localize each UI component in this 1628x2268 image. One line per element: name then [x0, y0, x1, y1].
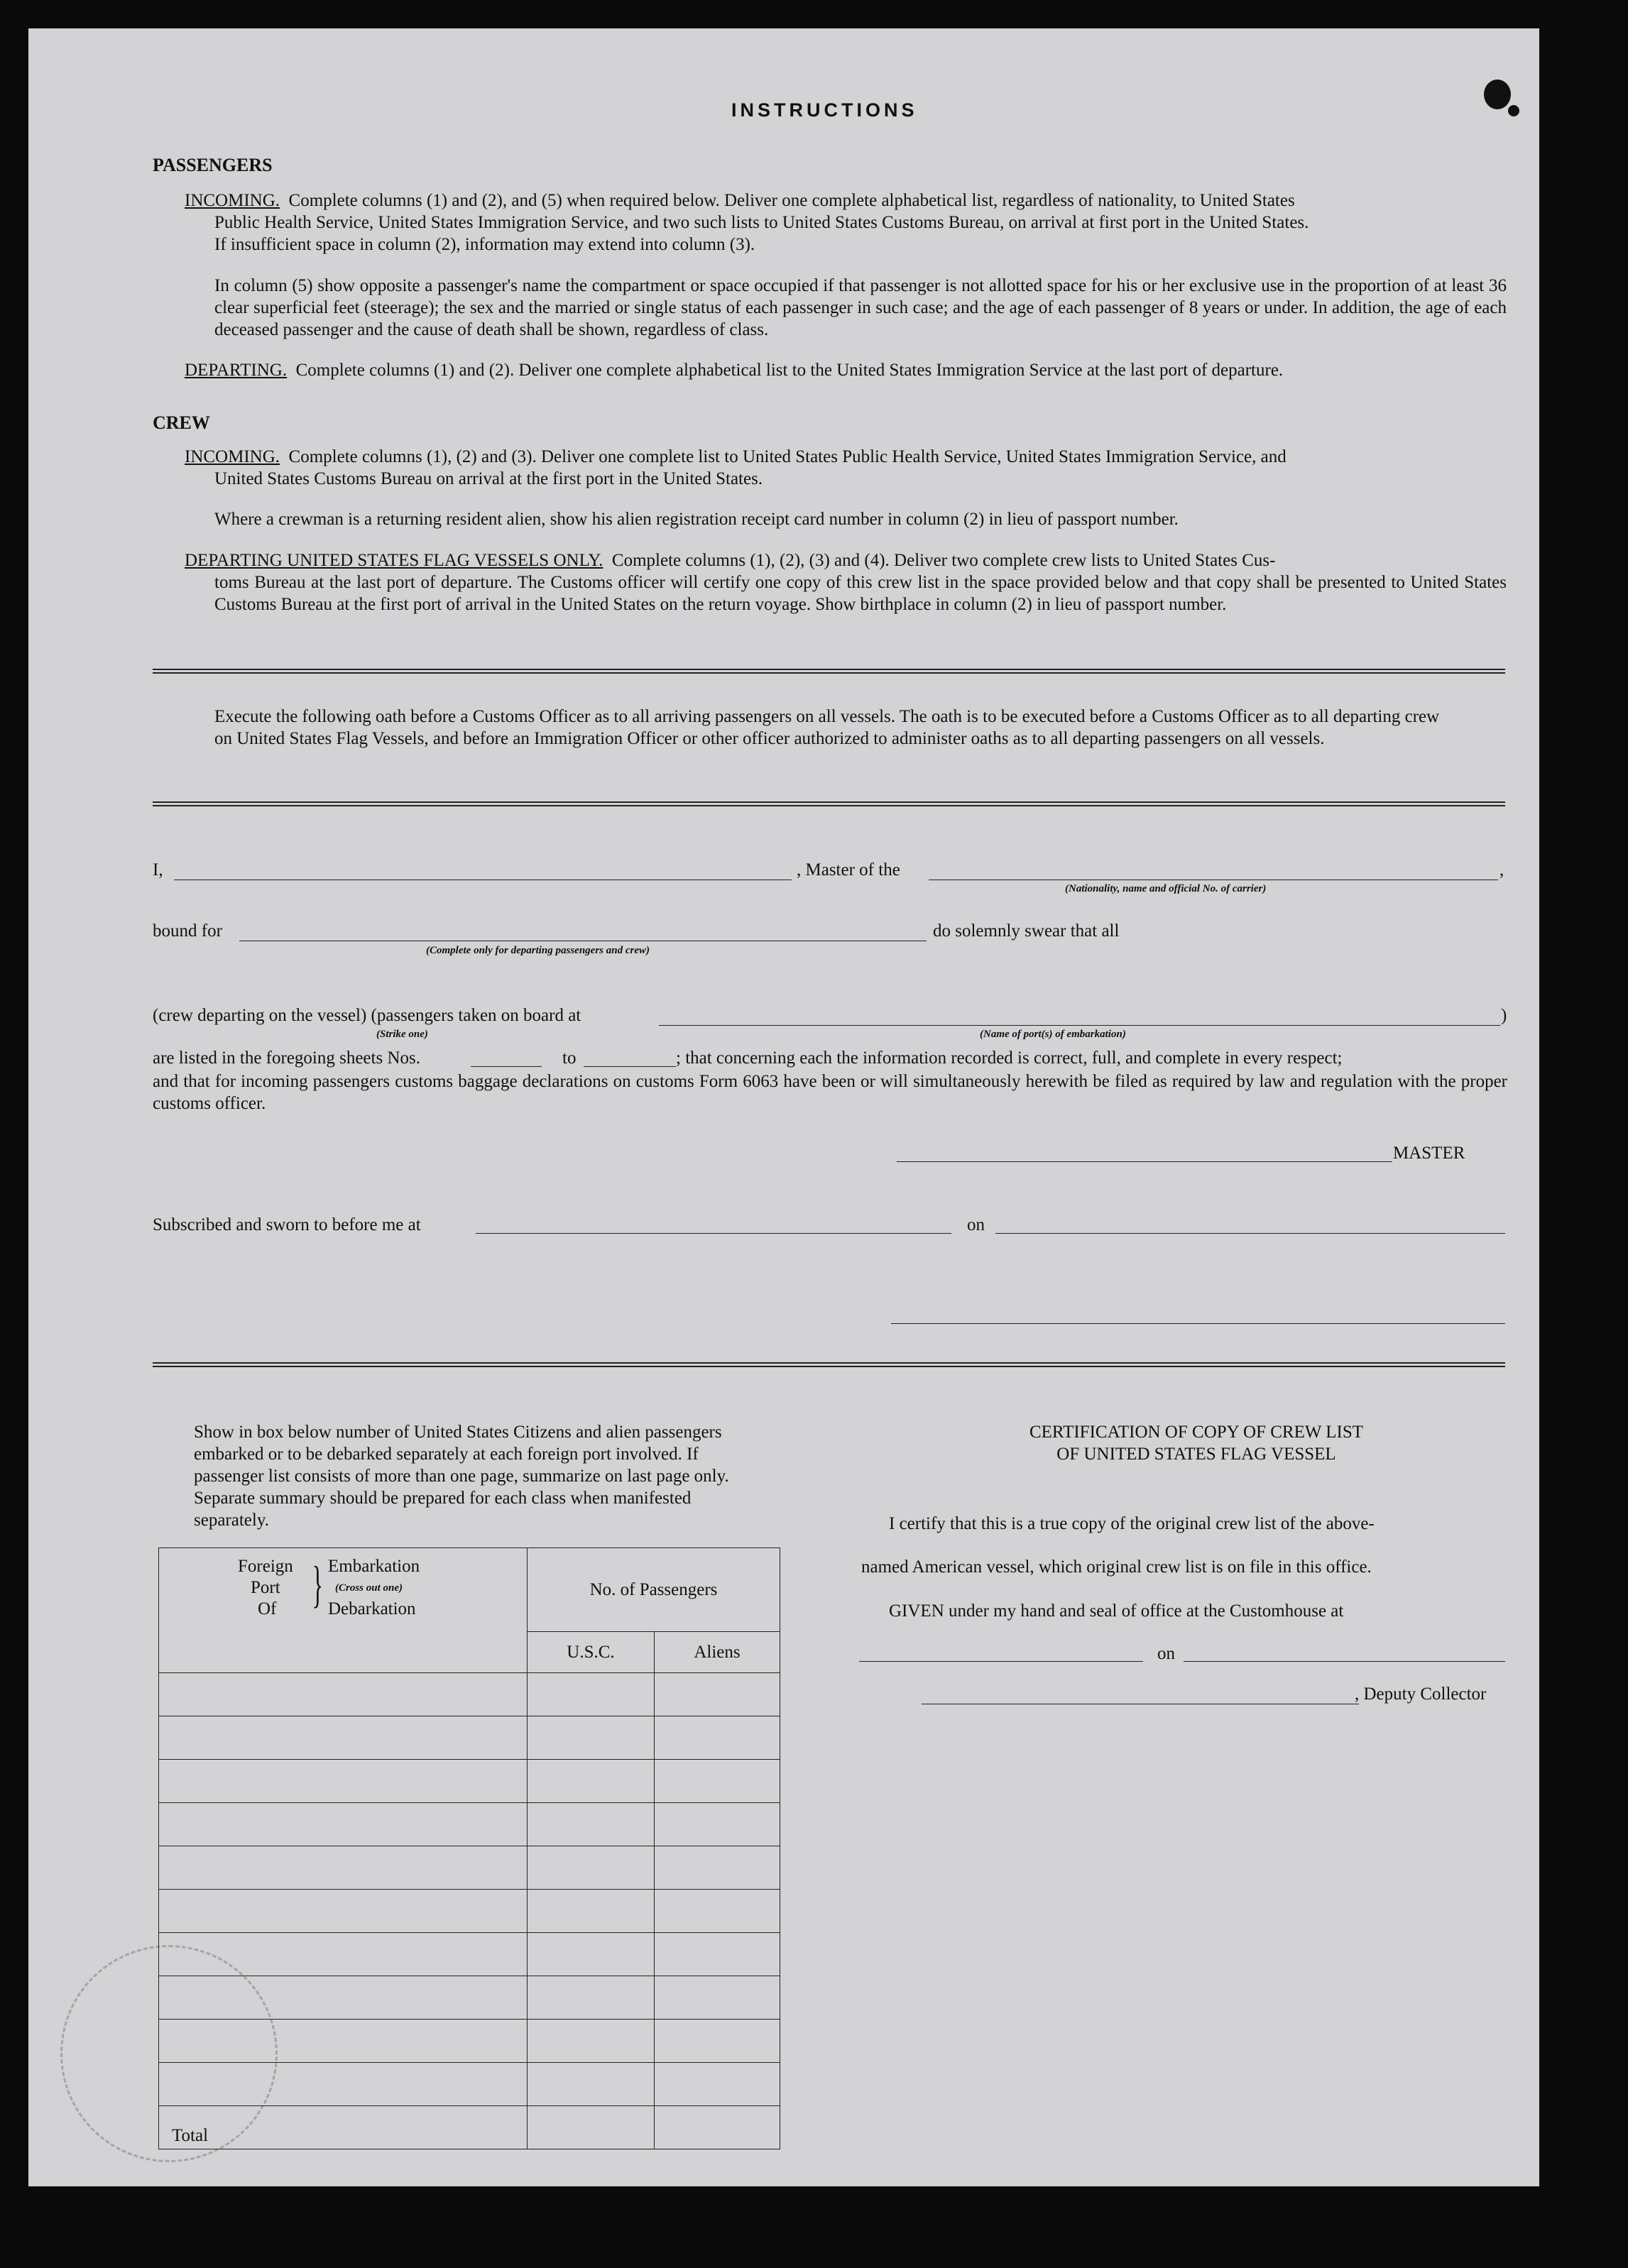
deputy-collector-label: , Deputy Collector: [1355, 1684, 1487, 1704]
crew-resident-alien-text: Where a crewman is a returning resident alien, show his alien registration receipt card number in column (2) in lieu of passport number.: [214, 510, 1179, 529]
aliens-header: Aliens: [655, 1632, 780, 1673]
section-divider: [153, 669, 1505, 674]
aliens-cell[interactable]: [655, 1716, 780, 1760]
aliens-cell[interactable]: [655, 2020, 780, 2063]
col-port: Port: [251, 1578, 280, 1597]
ports-hint: (Name of port(s) of embarkation): [980, 1029, 1126, 1040]
aliens-cell[interactable]: [655, 1760, 780, 1803]
oath-statement-2: and that for incoming passengers customs baggage declarations on customs Form 6063 have been or will simultaneously herewith be filed as required by law and regulation with the proper customs officer.: [153, 1072, 1507, 1113]
usc-cell[interactable]: [528, 1933, 655, 1976]
port-cell[interactable]: [159, 1933, 528, 1976]
aliens-cell[interactable]: [655, 1673, 780, 1716]
subscribed-label: Subscribed and sworn to before me at: [153, 1215, 421, 1234]
sheet-to-field[interactable]: [584, 1066, 676, 1067]
col-debarkation: Debarkation: [328, 1599, 416, 1618]
crew-incoming-text-1: Complete columns (1), (2) and (3). Deliver one complete list to United States Public Health Service, United States Immigration Service, and: [288, 447, 1286, 466]
aliens-cell[interactable]: [655, 2063, 780, 2106]
aliens-cell[interactable]: [655, 1846, 780, 1890]
oath-i-label: I,: [153, 860, 163, 880]
oath-instruction: Execute the following oath before a Customs Officer as to all arriving passengers on all vessels. The oath is to be executed before a Customs Officer as to all departing crew on United States Flag Vessels, and before an Immigration Officer or other officer authorized to administer oaths as to all departing passengers on all vessels.: [214, 707, 1440, 748]
crew-incoming-line-1: [185, 446, 1507, 468]
ink-smudge: [1508, 105, 1519, 116]
certification-title-1: CERTIFICATION OF COPY OF CREW LIST: [1029, 1423, 1364, 1442]
port-header-cell: [159, 1548, 528, 1673]
passengers-incoming-text-1: Complete columns (1) and (2), and (5) when required below. Deliver one complete alphabetical list, regardless of nationality, to United States: [288, 191, 1295, 210]
officer-signature-field[interactable]: [891, 1323, 1505, 1324]
usc-header: U.S.C.: [528, 1632, 655, 1673]
passengers-column5-text: In column (5) show opposite a passenger's name the compartment or space occupied if that passenger is not allotted space for his or her exclusive use in the proportion of at least 36 clear superficial feet (steerage); the sex and the married or single status of each passenger in such case; and the age of each passenger of 8 years or under. In addition, the age of each deceased passenger and the cause of death shall be shown, regardless of class.: [214, 276, 1507, 339]
usc-cell[interactable]: [528, 1846, 655, 1890]
strike-one-hint: (Strike one): [376, 1029, 428, 1040]
ports-summary-table: [158, 1547, 780, 2149]
port-cell[interactable]: [159, 1803, 528, 1846]
crew-incoming-text-2: United States Customs Bureau on arrival at the first port in the United States.: [214, 469, 763, 488]
aliens-cell[interactable]: [655, 1933, 780, 1976]
certification-text-2: named American vessel, which original crew list is on file in this office.: [861, 1557, 1372, 1577]
passengers-departing: [185, 359, 1507, 381]
crew-departing-line-1: [185, 549, 1507, 571]
customhouse-place-field[interactable]: [859, 1661, 1143, 1662]
summary-instruction: Show in box below number of United States Citizens and alien passengers embarked or to be debarked separately at each foreign port involved. If passenger list consists of more than one page, summarize on last page only. Separate summary should be prepared for each class when manifested separately.: [194, 1423, 729, 1530]
col-embarkation: Embarkation: [328, 1557, 420, 1576]
aliens-cell[interactable]: [655, 1803, 780, 1846]
crew-departing-text-1: Complete columns (1), (2), (3) and (4). Deliver two complete crew lists to United States Cus-: [611, 551, 1276, 570]
brace-icon: }: [312, 1556, 324, 1613]
usc-cell[interactable]: [528, 1716, 655, 1760]
port-cell[interactable]: [159, 2063, 528, 2106]
crew-departing-label: DEPARTING UNITED STATES FLAG VESSELS ONLY.: [185, 551, 603, 570]
usc-total-cell[interactable]: [528, 2106, 655, 2149]
subscribed-on-label: on: [967, 1215, 985, 1234]
master-label: MASTER: [1393, 1144, 1465, 1163]
usc-cell[interactable]: [528, 2063, 655, 2106]
usc-cell[interactable]: [528, 1890, 655, 1933]
passengers-incoming-text-2: Public Health Service, United States Immigration Service, and two such lists to United States Customs Bureau, on arrival at first port in the United States.: [214, 213, 1309, 232]
aliens-total-cell[interactable]: [655, 2106, 780, 2149]
usc-cell[interactable]: [528, 1976, 655, 2020]
port-cell[interactable]: [159, 1890, 528, 1933]
oath-crew-passengers: (crew departing on the vessel) (passengers taken on board at: [153, 1006, 581, 1025]
oath-statement-1: ; that concerning each the information recorded is correct, full, and complete in every respect;: [676, 1048, 1343, 1068]
certification-text-1: I certify that this is a true copy of the original crew list of the above-: [889, 1514, 1375, 1533]
bound-hint: (Complete only for departing passengers and crew): [426, 945, 650, 956]
crew-heading: CREW: [153, 412, 210, 433]
col-of: Of: [258, 1599, 277, 1618]
port-cell[interactable]: [159, 1976, 528, 2020]
certification-on-label: on: [1157, 1644, 1175, 1663]
ink-smudge: [1484, 80, 1511, 109]
oath-to: to: [562, 1048, 577, 1068]
usc-cell[interactable]: [528, 1673, 655, 1716]
port-cell[interactable]: [159, 1760, 528, 1803]
master-signature-field[interactable]: [897, 1161, 1392, 1162]
no-passengers-header: No. of Passengers: [528, 1548, 780, 1632]
oath-comma: ,: [1499, 860, 1504, 880]
crew-departing-text-2: toms Bureau at the last port of departure. The Customs officer will certify one copy of this crew list in the space provided below and that copy shall be presented to United States Customs Bureau at the first port of arrival in the United States on the return voyage. Show birthplace in column (2) in lieu of passport number.: [214, 573, 1507, 614]
crew-incoming-label: INCOMING.: [185, 447, 280, 466]
embarkation-ports-field[interactable]: [659, 1025, 1500, 1026]
aliens-cell[interactable]: [655, 1976, 780, 2020]
usc-cell[interactable]: [528, 1760, 655, 1803]
aliens-cell[interactable]: [655, 1890, 780, 1933]
carrier-hint: (Nationality, name and official No. of carrier): [1065, 883, 1267, 894]
passengers-incoming-text-3: If insufficient space in column (2), information may extend into column (3).: [214, 235, 755, 254]
oath-close-paren: ): [1501, 1006, 1507, 1025]
oath-master-of: , Master of the: [797, 860, 900, 880]
passengers-incoming-label: INCOMING.: [185, 191, 280, 210]
section-divider: [153, 1362, 1505, 1367]
form-sheet: [28, 28, 1539, 2186]
section-divider: [153, 801, 1505, 806]
oath-swear: do solemnly swear that all: [933, 921, 1120, 941]
oath-listed: are listed in the foregoing sheets Nos.: [153, 1048, 420, 1068]
passengers-departing-label: DEPARTING.: [185, 361, 288, 380]
port-cell[interactable]: [159, 1716, 528, 1760]
certification-date-field[interactable]: [1184, 1661, 1505, 1662]
usc-cell[interactable]: [528, 1803, 655, 1846]
passengers-incoming-line-1: [185, 190, 1505, 212]
col-cross-out: (Cross out one): [335, 1582, 403, 1594]
passengers-heading: PASSENGERS: [153, 155, 273, 175]
total-label: Total: [159, 2106, 528, 2149]
port-cell[interactable]: [159, 1673, 528, 1716]
sheet-from-field[interactable]: [471, 1066, 542, 1067]
passengers-departing-text: Complete columns (1) and (2). Deliver one complete alphabetical list to the United States Immigration Service at the last port of departure.: [295, 361, 1284, 380]
port-cell[interactable]: [159, 2020, 528, 2063]
usc-cell[interactable]: [528, 2020, 655, 2063]
certification-text-3: GIVEN under my hand and seal of office at the Customhouse at: [889, 1601, 1344, 1621]
page-title: INSTRUCTIONS: [731, 99, 918, 121]
port-cell[interactable]: [159, 1846, 528, 1890]
certification-title-2: OF UNITED STATES FLAG VESSEL: [1056, 1445, 1336, 1464]
oath-bound-for: bound for: [153, 921, 222, 941]
subscribed-date-field[interactable]: [995, 1233, 1505, 1234]
subscribed-place-field[interactable]: [476, 1233, 951, 1234]
col-foreign: Foreign: [238, 1557, 293, 1576]
